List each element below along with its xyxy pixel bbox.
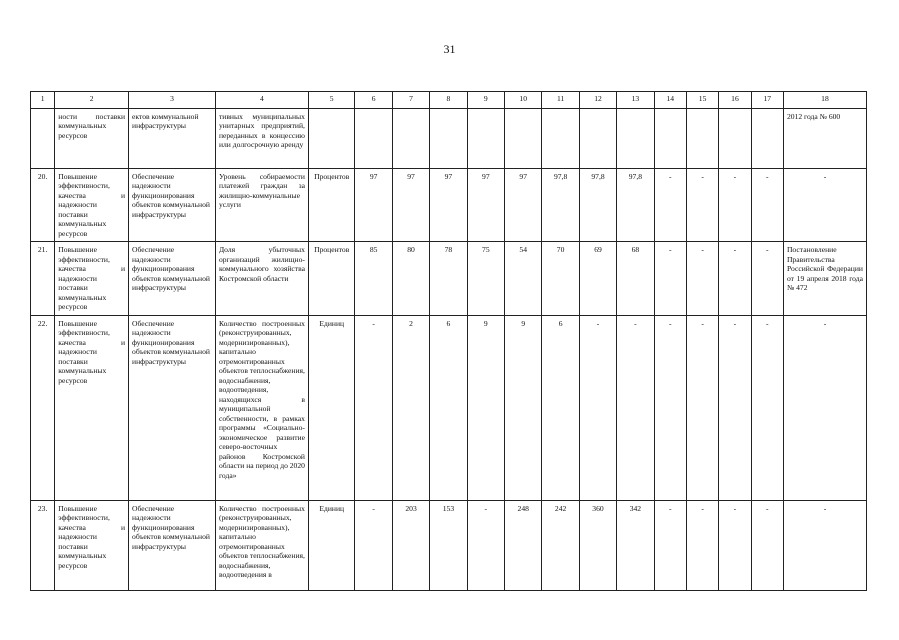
unit-cell: Процентов (308, 242, 355, 315)
extra-cell: - (654, 242, 686, 315)
header-row (31, 92, 867, 109)
extra-cell: - (719, 169, 751, 242)
value-cell: 80 (392, 242, 429, 315)
column-header-9: 9 (467, 92, 504, 109)
unit-cell: Единиц (308, 315, 355, 500)
indicator-cell: тивных муниципальных унитарных предприятий, переданных в концессию или долгосрочную аренду (215, 109, 308, 169)
value-cell (430, 109, 467, 169)
extra-cell: - (751, 500, 783, 590)
value-cell: 97 (467, 169, 504, 242)
value-cell: 2 (392, 315, 429, 500)
indicator-cell: Количество построенных (реконструированных, модернизированных), капитально отремонтированных объектов теплоснабжения, водоснабжения, водоотведения, находящихся в муниципальной собственности, в рамках программы «Социально-экономическое развитие северо-восточных районов Костромской области на период до 2020 года» (215, 315, 308, 500)
indicator-cell: Доля убыточных организаций жилищно-коммунального хозяйства Костромской области (215, 242, 308, 315)
extra-cell: - (751, 315, 783, 500)
value-cell: 9 (505, 315, 542, 500)
value-cell (579, 109, 616, 169)
value-cell: 97 (392, 169, 429, 242)
value-cell (467, 109, 504, 169)
column-header-14: 14 (654, 92, 686, 109)
value-cell: 97 (355, 169, 392, 242)
column-header-13: 13 (617, 92, 654, 109)
row-number: 20. (31, 169, 55, 242)
column-header-6: 6 (355, 92, 392, 109)
value-cell: 70 (542, 242, 579, 315)
value-cell (542, 109, 579, 169)
value-cell: 97 (505, 169, 542, 242)
column-header-4: 4 (215, 92, 308, 109)
row-number (31, 109, 55, 169)
value-cell: 248 (505, 500, 542, 590)
extra-cell: - (751, 169, 783, 242)
column-header-10: 10 (505, 92, 542, 109)
row-number: 23. (31, 500, 55, 590)
extra-cell (719, 109, 751, 169)
column-header-1: 1 (31, 92, 55, 109)
value-cell: 360 (579, 500, 616, 590)
document-cell: Постановление Правительства Российской Федерации от 19 апреля 2018 года № 472 (783, 242, 866, 315)
row-number: 22. (31, 315, 55, 500)
task-cell: Обеспечение надежности функционирования объектов коммунальной инфраструктуры (129, 242, 216, 315)
extra-cell (686, 109, 718, 169)
column-header-16: 16 (719, 92, 751, 109)
value-cell: - (355, 500, 392, 590)
document-cell: - (783, 169, 866, 242)
column-header-3: 3 (129, 92, 216, 109)
extra-cell: - (719, 242, 751, 315)
table-row (31, 109, 867, 169)
extra-cell: - (654, 315, 686, 500)
value-cell: - (355, 315, 392, 500)
value-cell: 78 (430, 242, 467, 315)
column-header-11: 11 (542, 92, 579, 109)
value-cell: 75 (467, 242, 504, 315)
column-header-5: 5 (308, 92, 355, 109)
value-cell: 6 (430, 315, 467, 500)
document-cell: 2012 года № 600 (783, 109, 866, 169)
value-cell: 6 (542, 315, 579, 500)
value-cell (355, 109, 392, 169)
extra-cell (751, 109, 783, 169)
value-cell: 97,8 (542, 169, 579, 242)
value-cell: 242 (542, 500, 579, 590)
extra-cell: - (686, 169, 718, 242)
extra-cell: - (686, 500, 718, 590)
extra-cell: - (719, 500, 751, 590)
value-cell (617, 109, 654, 169)
column-header-2: 2 (55, 92, 129, 109)
extra-cell (654, 109, 686, 169)
column-header-7: 7 (392, 92, 429, 109)
goal-cell: Повышение эффективности, качества и надежности поставки коммунальных ресурсов (55, 500, 129, 590)
value-cell: 342 (617, 500, 654, 590)
goal-cell: Повышение эффективности, качества и надежности поставки коммунальных ресурсов (55, 242, 129, 315)
table-row (31, 242, 867, 315)
value-cell: - (579, 315, 616, 500)
value-cell (505, 109, 542, 169)
value-cell: 69 (579, 242, 616, 315)
table-row (31, 315, 867, 500)
value-cell: 97 (430, 169, 467, 242)
value-cell (392, 109, 429, 169)
row-number: 21. (31, 242, 55, 315)
table-row (31, 169, 867, 242)
indicator-cell: Количество построенных (реконструированных, модернизированных), капитально отремонтированных объектов теплоснабжения, водоснабжения, водоотведения в (215, 500, 308, 590)
value-cell: 97,8 (579, 169, 616, 242)
document-cell: - (783, 500, 866, 590)
extra-cell: - (686, 315, 718, 500)
extra-cell: - (686, 242, 718, 315)
column-header-17: 17 (751, 92, 783, 109)
unit-cell: Процентов (308, 169, 355, 242)
goal-cell: Повышение эффективности, качества и надежности поставки коммунальных ресурсов (55, 315, 129, 500)
extra-cell: - (751, 242, 783, 315)
extra-cell: - (654, 500, 686, 590)
unit-cell (308, 109, 355, 169)
page-number: 31 (443, 42, 456, 56)
goal-cell: Повышение эффективности, качества и надежности поставки коммунальных ресурсов (55, 169, 129, 242)
value-cell: 153 (430, 500, 467, 590)
task-cell: Обеспечение надежности функционирования объектов коммунальной инфраструктуры (129, 500, 216, 590)
document-cell: - (783, 315, 866, 500)
value-cell: 68 (617, 242, 654, 315)
value-cell: 85 (355, 242, 392, 315)
extra-cell: - (654, 169, 686, 242)
task-cell: ектов коммунальной инфраструктуры (129, 109, 216, 169)
indicator-table (30, 91, 867, 591)
value-cell: 97,8 (617, 169, 654, 242)
value-cell: 9 (467, 315, 504, 500)
value-cell: 54 (505, 242, 542, 315)
value-cell: 203 (392, 500, 429, 590)
column-header-18: 18 (783, 92, 866, 109)
value-cell: - (617, 315, 654, 500)
value-cell: - (467, 500, 504, 590)
goal-cell: ности поставки коммунальных ресурсов (55, 109, 129, 169)
table-row (31, 500, 867, 590)
indicator-cell: Уровень собираемости платежей граждан за жилищно-коммунальные услуги (215, 169, 308, 242)
column-header-8: 8 (430, 92, 467, 109)
column-header-15: 15 (686, 92, 718, 109)
task-cell: Обеспечение надежности функционирования объектов коммунальной инфраструктуры (129, 169, 216, 242)
extra-cell: - (719, 315, 751, 500)
unit-cell: Единиц (308, 500, 355, 590)
column-header-12: 12 (579, 92, 616, 109)
task-cell: Обеспечение надежности функционирования объектов коммунальной инфраструктуры (129, 315, 216, 500)
